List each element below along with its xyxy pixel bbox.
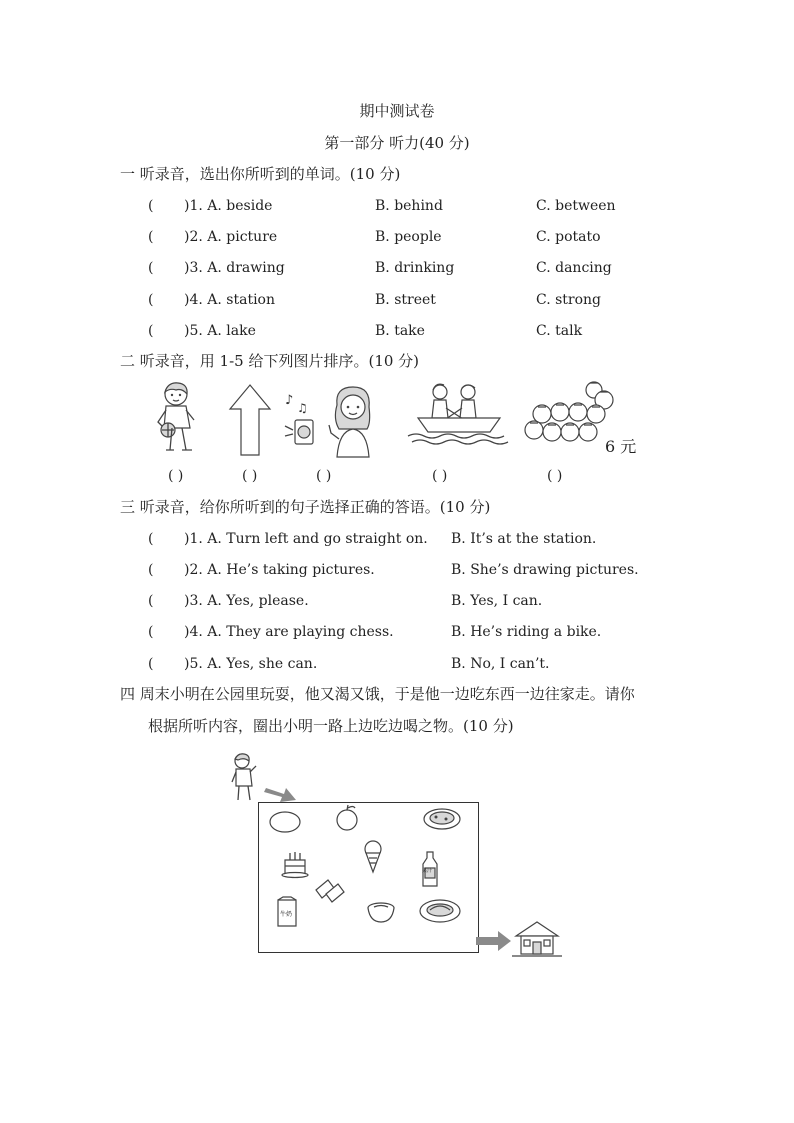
section4-heading: 四 周末小明在公园里玩耍，他又渴又饿，于是他一边吃东西一边往家走。请你 xyxy=(120,685,635,703)
option-a: )4. A. station xyxy=(184,292,275,308)
end-arrow-icon xyxy=(476,930,512,952)
milk-label: 牛奶 xyxy=(280,911,293,918)
option-b: B. It’s at the station. xyxy=(451,531,597,547)
section1-heading: 一 听录音，选出你所听到的单词。(10 分) xyxy=(120,165,401,183)
dumplings-plate-icon[interactable] xyxy=(418,896,462,924)
answer-paren[interactable]: ( xyxy=(148,624,154,640)
option-c: C. between xyxy=(536,198,616,214)
order-answer-2[interactable]: ( ) xyxy=(242,468,258,484)
option-b: B. take xyxy=(375,323,425,339)
price-label: 6 元 xyxy=(605,437,637,456)
girl-talking-picture xyxy=(327,383,379,459)
bread-icon[interactable] xyxy=(268,810,302,834)
option-b: B. behind xyxy=(375,198,443,214)
option-c: C. talk xyxy=(536,323,583,339)
order-answer-5[interactable]: ( ) xyxy=(547,468,563,484)
option-a: )4. A. They are playing chess. xyxy=(184,624,394,640)
answer-paren[interactable]: ( xyxy=(148,656,154,672)
ice-cream-icon[interactable] xyxy=(360,838,386,874)
option-a: )2. A. picture xyxy=(184,229,278,245)
option-a: )3. A. drawing xyxy=(184,260,285,276)
apple-icon[interactable] xyxy=(334,804,360,832)
home-house-icon xyxy=(512,920,562,958)
option-b: B. No, I can’t. xyxy=(451,656,550,672)
order-answer-4[interactable]: ( ) xyxy=(432,468,448,484)
answer-paren[interactable]: ( xyxy=(148,323,154,339)
cake-icon[interactable] xyxy=(280,848,310,878)
option-c: C. strong xyxy=(536,292,602,308)
order-answer-1[interactable]: ( ) xyxy=(168,468,184,484)
section4-heading-line2: 根据所听内容，圈出小明一路上边吃边喝之物。(10 分) xyxy=(148,717,514,735)
option-a: )1. A. beside xyxy=(184,198,273,214)
svg-text:♫: ♫ xyxy=(297,401,308,415)
option-b: B. He’s riding a bike. xyxy=(451,624,602,640)
answer-paren[interactable]: ( xyxy=(148,260,154,276)
option-a: )5. A. lake xyxy=(184,323,256,339)
option-a: )1. A. Turn left and go straight on. xyxy=(184,531,428,547)
straight-arrow-picture xyxy=(228,383,272,457)
answer-paren[interactable]: ( xyxy=(148,531,154,547)
rowing-boat-picture xyxy=(406,380,512,448)
answer-paren[interactable]: ( xyxy=(148,229,154,245)
option-a: )5. A. Yes, she can. xyxy=(184,656,318,672)
sandwich-icon[interactable] xyxy=(312,876,348,904)
answer-paren[interactable]: ( xyxy=(148,198,154,214)
answer-paren[interactable]: ( xyxy=(148,593,154,609)
xiaoming-boy-picture xyxy=(228,752,262,802)
option-b: B. people xyxy=(375,229,442,245)
section3-heading: 三 听录音，给你所听到的句子选择正确的答语。(10 分) xyxy=(120,498,491,516)
music-speaker-picture xyxy=(281,390,321,450)
noodle-bowl-icon[interactable] xyxy=(366,898,396,924)
option-c: C. dancing xyxy=(536,260,612,276)
answer-paren[interactable]: ( xyxy=(148,562,154,578)
option-a: )2. A. He’s taking pictures. xyxy=(184,562,375,578)
juice-label: 果汁 xyxy=(422,868,433,874)
order-answer-3[interactable]: ( ) xyxy=(316,468,332,484)
option-b: B. street xyxy=(375,292,436,308)
answer-paren[interactable]: ( xyxy=(148,292,154,308)
option-c: C. potato xyxy=(536,229,601,245)
start-arrow-icon xyxy=(264,782,298,804)
page-title: 期中测试卷 xyxy=(359,102,435,120)
section2-heading: 二 听录音，用 1-5 给下列图片排序。(10 分) xyxy=(120,352,420,370)
pizza-icon[interactable] xyxy=(422,806,462,832)
option-a: )3. A. Yes, please. xyxy=(184,593,309,609)
svg-text:♪: ♪ xyxy=(285,393,294,408)
part-subtitle: 第一部分 听力(40 分) xyxy=(324,134,470,152)
option-b: B. drinking xyxy=(375,260,455,276)
boy-basketball-picture xyxy=(152,380,202,456)
option-b: B. Yes, I can. xyxy=(451,593,543,609)
option-b: B. She’s drawing pictures. xyxy=(451,562,639,578)
